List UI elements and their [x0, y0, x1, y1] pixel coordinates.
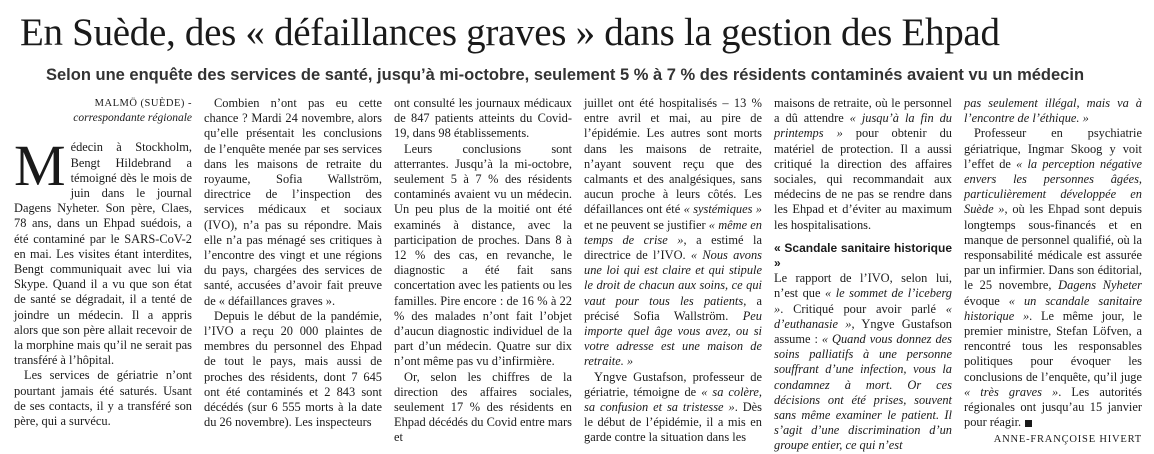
text-run: Professeur en psychiatrie gériatrique, Ingmar Skoog y voit l’effet de [964, 126, 1142, 171]
column-1 [14, 96, 192, 429]
text-run: , Yngve Gustafson assume : [774, 316, 952, 347]
quote: « même en temps de crise » [584, 217, 762, 247]
paragraph [964, 126, 1142, 430]
byline-role: correspondante régionale [73, 112, 192, 125]
quote: pas seulement illégal, mais va à l’encontre de l’éthique. » [964, 96, 1142, 126]
column-3 [394, 96, 572, 445]
paragraph [14, 133, 192, 368]
text-run: . Le même jour, le premier ministre, Stefan Löfven, a rencontré tous les responsables politiques pour évoquer les conclusions de l’enquête, qu’il juge [964, 308, 1142, 384]
text-run: pour obtenir du matériel de protection. Il a aussi critiqué la direction des affaires sociales, qui recommandait aux médecins de ne pas se rendre dans les Ehpad et d’éviter au maximum les hospitalisations. [774, 126, 953, 232]
paragraph: Or, selon les chiffres de la direction des affaires sociales, seulement 17 % des résidents en Ehpad décédés du Covid entre mars et [394, 369, 572, 445]
quote: « d’euthanasie » [774, 301, 952, 331]
text-run: , a estimé la directrice de l’IVO. [584, 232, 762, 263]
paragraph [584, 96, 762, 370]
paragraph: Depuis le début de la pandémie, l’IVO a reçu 20 000 plaintes de membres du personnel des Ehpad de tout le pays, mais aussi de proches des résidents, dont 7 645 ont été contaminés et 2 843 sont décédés (sur 6 555 morts à la date du 26 novembre). Les inspecteurs [204, 308, 382, 430]
text-run: , où les Ehpad sont depuis longtemps sous-financés et en manque de personnel qualifié, où la responsabilité médicale est assurée par un infirmier. Dans son éditorial, le 25 novembre, [964, 202, 1142, 293]
column-2 [204, 96, 382, 430]
paragraph: Combien n’ont pas eu cette chance ? Mardi 24 novembre, alors qu’elle présentait les conclusions de l’enquête menée par ses services dans les maisons de retraite du royaume, Sofia Wallström, directrice de l’inspection des services médicaux et sociaux (IVO), n’a pas su répondre. Mais elle n’a pas ménagé ses critiques à l’encontre des vingt et une régions du pays, chargées des services de santé, accusées d’avoir fait preuve de « défaillances graves ». [204, 96, 382, 308]
text-run: . Dès le début de l’épidémie, il a mis en garde contre la situation dans les [584, 400, 762, 445]
column-4 [584, 96, 763, 445]
quote: « jusqu’à la fin du printemps » [774, 111, 952, 141]
quote: « le sommet de l’iceberg » [774, 286, 952, 316]
quote: « systémiques » [683, 202, 762, 217]
text-run: , a précisé Sofia Wallström. [584, 293, 762, 323]
paragraph [584, 370, 762, 446]
paragraph [774, 271, 952, 453]
end-mark-icon [1025, 420, 1032, 427]
paragraph [964, 96, 1142, 126]
quote: « très graves » [964, 384, 1059, 399]
crosshead: « Scandale sanitaire historique » [774, 240, 952, 271]
author-signature: ANNE-FRANÇOISE HIVERT [993, 434, 1142, 446]
paragraph: ont consulté les journaux médicaux de 847 patients atteints du Covid-19, dans 98 établissements. [394, 96, 572, 141]
quote: « sa colère, sa confusion et sa tristesse » [584, 384, 762, 415]
text-run: et ne peuvent se justifier [584, 217, 709, 232]
text-run: . Les autorités régionales ont jusqu’au 15 janvier pour réagir. [964, 384, 1142, 430]
text-run: juillet ont été hospitalisés – 13 % entre avril et mai, au pire de l’épidémie. Les autres sont morts dans les maisons de retraite, n’ayant souvent reçu que des calmants et des analgésiques, sans aucun proche à leurs côtés. Les défaillances ont été [584, 96, 762, 217]
paragraph: Les services de gériatrie n’ont pourtant jamais été saturés. Usant de ses contacts, il y a transféré son père, qui a survécu. [14, 368, 192, 429]
quote: « Quand vous donnez des soins palliatifs à une personne souffrant d’une infection, vous la condamnez à mort. Or ces décisions ont été prises, souvent sans même examiner le patient. Il s’agit d’une discrimination d’un groupe entier, ce qui n’est [774, 332, 952, 453]
text-run: évoque [964, 293, 1009, 308]
byline-place: MALMÖ (SUÈDE) - [94, 98, 192, 109]
text-run: Le rapport de l’IVO, selon lui, n’est que [774, 271, 952, 301]
text-run: maisons de retraite, où le personnel a dû attendre [774, 96, 952, 126]
text-run: Yngve Gustafson, professeur de gériatrie, témoigne de [584, 369, 762, 399]
newspaper-name: Dagens Nyheter [1058, 278, 1142, 293]
byline [14, 96, 192, 126]
column-6 [964, 96, 1142, 446]
column-5 [774, 96, 953, 453]
quote: « la perception négative envers les personnes âgées, particulièrement développée en Suède » [964, 156, 1142, 217]
dropcap: M [14, 133, 66, 199]
paragraph-text: édecin à Stockholm, Bengt Hildebrand a témoigné dès le mois de juin dans le journal Dagens Nyheter. Son père, Claes, 78 ans, dans un Ehpad suédois, a été contaminé par le SARS-CoV-2 en mai. Les visites étant interdites, Bengt communiquait avec lui via Skype. Quand il a vu que son état de santé se dégradait, il a tenté de joindre un médecin. Il a appris alors que son père allait recevoir de la morphine mais qu’il ne serait pas transféré à l’hôpital. [14, 140, 192, 368]
quote: « un scandale sanitaire historique » [964, 293, 1142, 323]
subheadline: Selon une enquête des services de santé, jusqu’à mi-octobre, seulement 5 % à 7 % des résidents contaminés avaient vu un médecin [46, 66, 1085, 84]
quote: Peu importe quel âge vous avez, ou si votre adresse est une maison de retraite. » [584, 308, 762, 369]
quote: « Nous avons une loi qui est claire et qui stipule le droit de chacun aux soins, ce qui vaut pour tous les patients [584, 248, 763, 308]
text-run: . Critiqué pour avoir parlé [780, 301, 946, 316]
headline: En Suède, des « défaillances graves » dans la gestion des Ehpad [20, 11, 1000, 54]
paragraph [774, 96, 952, 233]
article-columns [14, 96, 1142, 453]
paragraph: Leurs conclusions sont atterrantes. Jusqu’à la mi-octobre, seulement 5 à 7 % des résidents contaminés avaient vu un médecin. Un peu plus de la moitié ont été examinés à distance, avec la participation de proches. Dans 8 à 12 % des cas, en revanche, le diagnostic a été fait sans concertation avec les patients ou les familles. Pire encore : de 16 % à 22 % des malades n’ont fait l’objet d’aucun diagnostic individuel de la part d’un médecin. Quatre sur dix n’ont même pas vu d’infirmière. [394, 141, 572, 369]
